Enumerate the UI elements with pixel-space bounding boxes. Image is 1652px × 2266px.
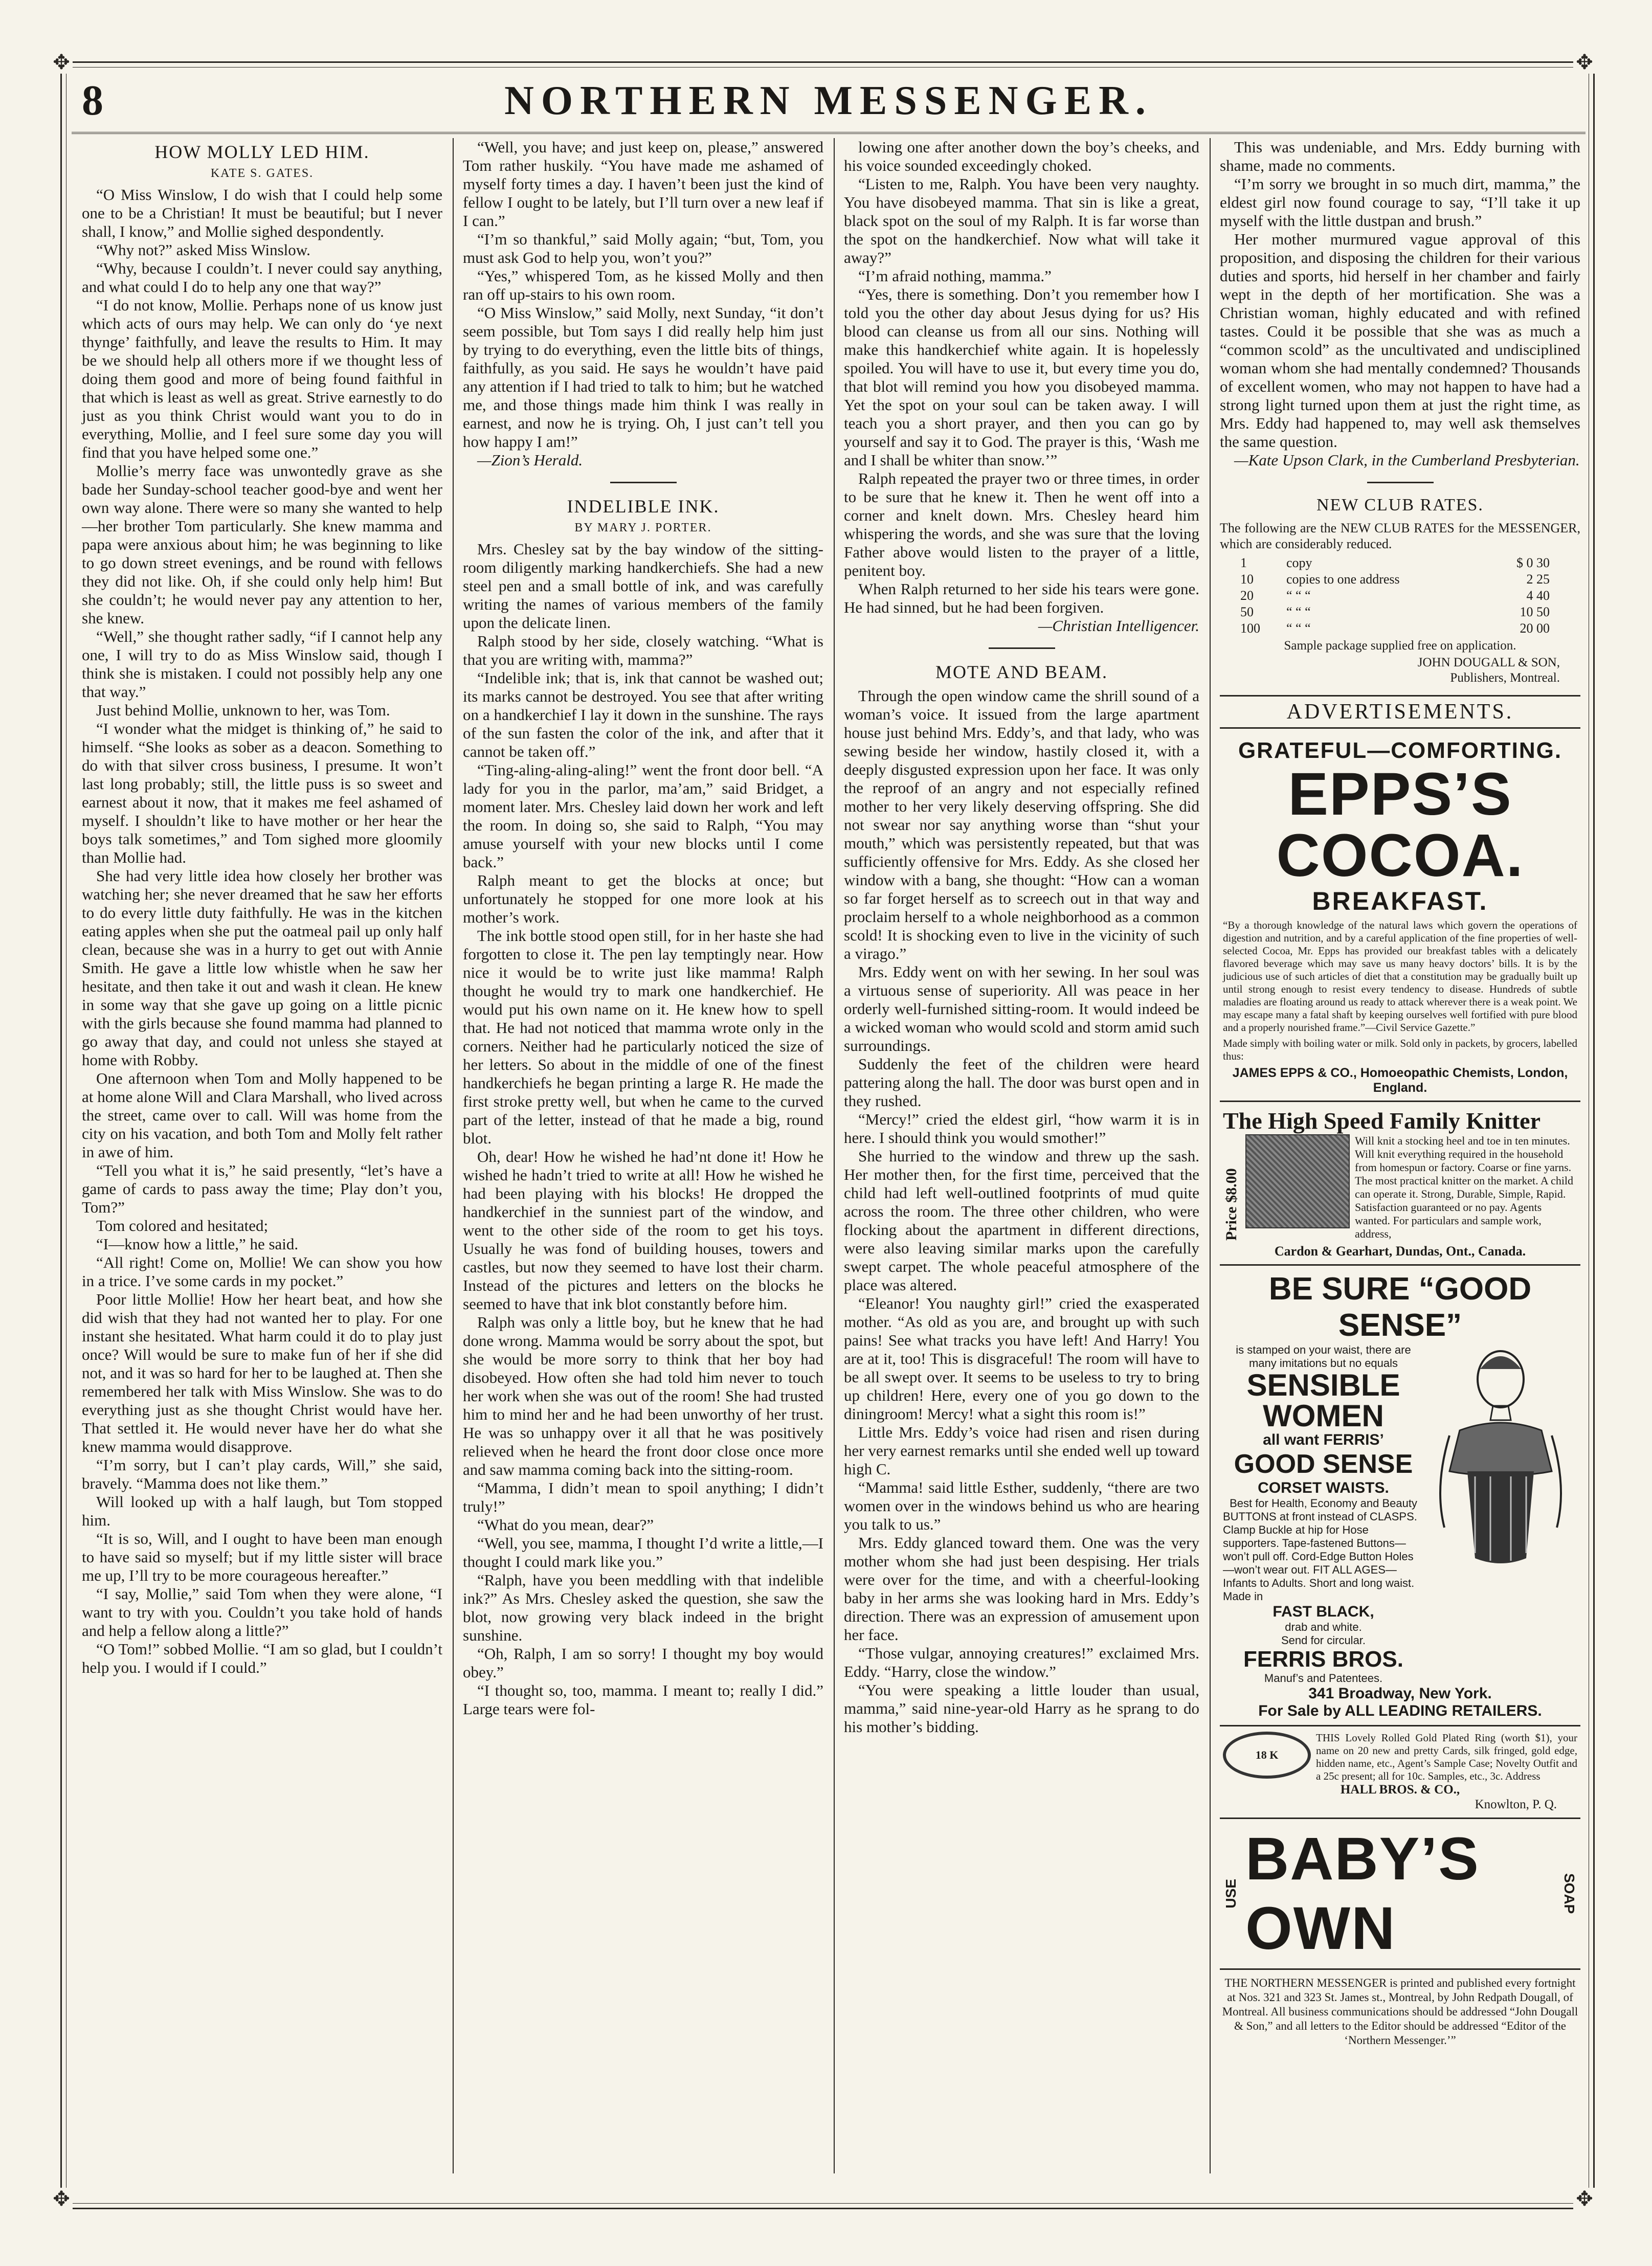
paragraph: Ralph was only a little boy, but he knew that he had done wrong. Mamma would be sorry about the spot, but she would be more sorry to think that her boy had disobeyed. How often she had told him never to touch her work when she was out of the room! She had trusted him to mind her and he had been unworthy of her trust. He was so unhappy over it all that he was positively relieved when he heard the front door close once more and saw mamma coming back into the sitting-room. (463, 1313, 823, 1478)
article-body (463, 540, 823, 1718)
rate-row (1220, 620, 1580, 637)
ornament-corner-bottom-left: ✥ (50, 2188, 73, 2210)
rate-price: 20 00 (1520, 621, 1550, 636)
article-continuation (463, 138, 823, 451)
column-4 (1215, 138, 1586, 2173)
article-separator (610, 482, 677, 483)
ring-firm: HALL BROS. & CO., (1340, 1783, 1460, 1797)
paragraph: “Yes, there is something. Don’t you remember how I told you the other day about Jesus dying for us? His blood can cleanse us from all our sins. Nothing will make this handkerchief white again. It is hopelessly spoiled. You will have to use it, but every time you do, that blot will remind you how you disobeyed mamma. Yet the spot on your soul can be taken away. I will teach you a short prayer, and then you can go by yourself and say it to God. The prayer is this, ‘Wash me and I shall be whiter than snow.’” (844, 285, 1199, 469)
goodsense-circular: Send for circular. (1281, 1634, 1366, 1647)
ornament-corner-bottom-right: ✥ (1573, 2188, 1596, 2210)
rate-description: “ “ “ (1286, 621, 1311, 636)
paragraph: The ink bottle stood open still, for in her haste she had forgotten to close it. The pen lay temptingly near. How nice it would be to write just like mamma! Ralph thought he would try to mark one handkerchief. He would put his own name on it. He knew how to spell that. He had not noticed that mamma wrote only in the corners. Neither had he particularly noticed the size of her letters. So about in the middle of one of the finest handkerchiefs he began printing a large R. He made the first stroke pretty well, but when he came to the curved part of the letter, instead of that he made a big, round blot. (463, 927, 823, 1147)
article-attribution: —Kate Upson Clark, in the Cumberland Presbyterian. (1234, 451, 1580, 469)
publisher-name: JOHN DOUGALL & SON, (1417, 656, 1560, 669)
paragraph: “Mamma! said little Esther, suddenly, “there are two women over in the windows behind us who are hearing you talk to us.” (844, 1478, 1199, 1533)
paragraph: “Listen to me, Ralph. You have been very naughty. You have disobeyed mamma. That sin is like a great, black spot on the soul of my Ralph. It is far worse than the spot on the handkerchief. Now what will take it away?” (844, 175, 1199, 266)
article-byline: KATE S. GATES. (210, 167, 314, 180)
advertisements-heading: ADVERTISEMENTS. (1220, 695, 1580, 729)
goodsense-headline: BE SURE “GOOD SENSE” (1268, 1271, 1532, 1343)
paragraph: Mrs. Chesley sat by the bay window of the sitting-room diligently marking handkerchiefs. She had a new steel pen and a small bottle of ink, and was carefully writing the names of various members of the family upon the delicate linen. (463, 540, 823, 632)
rate-price: $ 0 30 (1516, 555, 1550, 570)
paragraph: “Well, you have; and just keep on, please,” answered Tom rather huskily. “You have made me ashamed of myself forty times a day. I haven’t been just the kind of fellow I ought to be lately, but I’ll turn over a new leaf if I can.” (463, 138, 823, 230)
rate-row (1220, 604, 1580, 620)
goodsense-maker: FERRIS BROS. (1243, 1647, 1403, 1672)
paragraph: Suddenly the feet of the children were heard pattering along the hall. The door was burst open and in they rushed. (844, 1055, 1199, 1110)
ornament-corner-top-right: ✥ (1573, 51, 1596, 74)
paragraph: “Mercy!” cried the eldest girl, “how warm it is in here. I should think you would smother!” (844, 1110, 1199, 1147)
club-rates-intro: The following are the NEW CLUB RATES for the MESSENGER, which are considerably reduced. (1220, 521, 1580, 551)
paragraph: “Ting-aling-aling-aling!” went the front door bell. “A lady for you in the parlor, ma’am,” said Bridget, a moment later. Mrs. Chesley laid down her work and left the room. In doing so, she said to Ralph, “You may amuse yourself with your new blocks until I come back.” (463, 761, 823, 871)
paragraph: Little Mrs. Eddy’s voice had risen and risen during her very earnest remarks until she ended well up toward high C. (844, 1423, 1199, 1478)
paragraph: This was undeniable, and Mrs. Eddy burning with shame, made no comments. (1220, 138, 1580, 174)
paragraph: “Those vulgar, annoying creatures!” exclaimed Mrs. Eddy. “Harry, close the window.” (844, 1644, 1199, 1680)
rate-quantity: 10 (1240, 572, 1254, 587)
publisher-place: Publishers, Montreal. (1450, 671, 1560, 685)
ad-epps-cocoa (1220, 733, 1580, 1102)
epps-kicker: GRATEFUL—COMFORTING. (1238, 738, 1562, 763)
rate-quantity: 20 (1240, 588, 1254, 603)
publication-imprint: THE NORTHERN MESSENGER is printed and published every fortnight at Nos. 321 and 323 St. James st., Montreal, by John Redpath Dougall, of Montreal. All business communications should be addressed “John Dougall & Son,” and all letters to the Editor should be addressed “Editor of the ‘Northern Messenger.’” (1222, 1977, 1578, 2047)
paragraph: When Ralph returned to her side his tears were gone. He had sinned, but he had been forgiven. (844, 580, 1199, 616)
paragraph: “Ralph, have you been meddling with that indelible ink?” As Mrs. Chesley asked the question, she saw the blot, now growing very black indeed in the bright sunshine. (463, 1571, 823, 1644)
goodsense-line: SENSIBLE (1246, 1368, 1400, 1402)
paragraph: “Well,” she thought rather sadly, “if I cannot help any one, I will try to do as Miss Winslow said, though I think she is mistaken. I could not possibly help any one that way.” (82, 627, 442, 701)
goodsense-sale: For Sale by ALL LEADING RETAILERS. (1258, 1702, 1542, 1719)
goodsense-line: WOMEN (1263, 1399, 1384, 1433)
paragraph: “Why, because I couldn’t. I never could say anything, and what could I do to help any one that way?” (82, 259, 442, 296)
article-separator (1367, 482, 1434, 483)
column-1 (77, 138, 448, 2173)
ring-mark: 18 K (1255, 1748, 1279, 1761)
ring-place: Knowlton, P. Q. (1475, 1798, 1557, 1811)
knitter-firm: Cardon & Gearhart, Dundas, Ont., Canada. (1274, 1244, 1526, 1259)
column-divider (453, 138, 454, 2173)
rate-row (1220, 588, 1580, 604)
paragraph: “It is so, Will, and I ought to have been man enough to have said so myself; but if my little sister will brace me up, I’ll try to be more courageous hereafter.” (82, 1530, 442, 1584)
ad-good-sense-corset (1220, 1266, 1580, 1726)
paragraph: Ralph stood by her side, closely watching. “What is that you are writing with, mamma?” (463, 632, 823, 668)
header-rule (72, 132, 1586, 134)
article-body (844, 687, 1199, 1736)
goodsense-line: Best for Health, Economy and Beauty (1230, 1497, 1417, 1510)
article-byline: BY MARY J. PORTER. (574, 521, 712, 534)
article-title: MOTE AND BEAM. (935, 662, 1108, 682)
rate-price: 2 25 (1526, 572, 1550, 587)
paragraph: “I’m sorry we brought in so much dirt, mamma,” the eldest girl now found courage to say, “I’ll take it up myself with the little dustpan and brush.” (1220, 175, 1580, 230)
paragraph: “I—know how a little,” he said. (96, 1235, 299, 1253)
epps-headline: EPPS’S COCOA. (1276, 760, 1524, 889)
goodsense-stamp-note: is stamped on your waist, there are many imitations but no equals (1236, 1343, 1411, 1370)
goodsense-features: BUTTONS at front instead of CLASPS. Clamp Buckle at hip for Hose supporters. Tape-fastened Buttons—won’t pull off. Cord-Edge Button Holes—won’t wear out. FIT ALL AGES—Infants to Adults. Short and long waist. Made in (1223, 1510, 1417, 1603)
paragraph: Will looked up with a half laugh, but Tom stopped him. (82, 1493, 442, 1529)
paragraph: Poor little Mollie! How her heart beat, and how she did wish that they had not wanted her to play. For one instant she hesitated. What harm could it do to play just once? Will would be sure to make fun of her if she did not, and it was so hard for her to be laughed at. Then she remembered her talk with Miss Winslow. She was to do everything just as she thought Christ would have her. That settled it. He would never have her do what she knew mamma would disapprove. (82, 1290, 442, 1455)
woman-in-corset-illustration (1424, 1343, 1577, 1609)
article-title: INDELIBLE INK. (567, 496, 720, 517)
ornament-corner-top-left: ✥ (50, 51, 73, 74)
paragraph: “O Miss Winslow,” said Molly, next Sunday, “it don’t seem possible, but Tom says I did really help him just by trying to do everything, even the little bits of things, faithfully, as you said. He says he wouldn’t have paid any attention if I had tried to talk to him; but he watched me, and those things made him think I was really in earnest, and now he is trying. Oh, I just can’t tell you how happy I am!” (463, 304, 823, 451)
paragraph: “Yes,” whispered Tom, as he kissed Molly and then ran off up-stairs to his own room. (463, 267, 823, 303)
goodsense-line: GOOD SENSE (1234, 1449, 1413, 1479)
paragraph: Oh, dear! How he wished he had’nt done it! How he wished he hadn’t tried to write at all! How he wished he had been playing with his blocks! He dropped the handkerchief in the sunniest part of the window, and went to the other side of the room to get his toys. Usually he was fond of building houses, towers and castles, but now they seemed to have lost their charm. Instead of the pictures and letters on the blocks he seemed to have that ink blot constantly before him. (463, 1148, 823, 1313)
paragraph: “I’m sorry, but I can’t play cards, Will,” she said, bravely. “Mamma does not like them.” (82, 1456, 442, 1492)
paragraph: “I do not know, Mollie. Perhaps none of us know just which acts of ours may help. We can only do ‘ye next thynge’ faithfully, and leave the results to Him. It may be we should help all others more if we thought less of doing them good and more of being found faithful in that which is least as well as great. Strive earnestly to do just as you think Christ would want you to do in everything, Mollie, and I feel sure some day you will find that you have helped some one.” (82, 296, 442, 461)
rate-description: copies to one address (1286, 572, 1400, 587)
knitter-headline: The High Speed Family Knitter (1223, 1108, 1541, 1134)
rate-quantity: 1 (1240, 555, 1247, 570)
rate-quantity: 50 (1240, 604, 1254, 619)
goodsense-colors: FAST BLACK, (1273, 1603, 1374, 1620)
rate-quantity: 100 (1240, 621, 1260, 636)
ad-babys-own-soap (1220, 1819, 1580, 1970)
paragraph: lowing one after another down the boy’s cheeks, and his voice sounded exceedingly choked. (844, 138, 1199, 174)
goodsense-colors-2: drab and white. (1285, 1621, 1362, 1633)
epps-note: Made simply with boiling water or milk. Sold only in packets, by grocers, labelled thus: (1223, 1037, 1577, 1062)
paragraph: She had very little idea how closely her brother was watching her; she never dreamed that he saw her efforts to do every little duty faithfully. He was in the kitchen eating apples when she put the oatmeal pail up only half clean, because she was in a hurry to get out with Annie Smith. He gave a little low whistle when he saw her hesitate, and then take it out and wash it clean. He knew in some way that she gave up going on a little picnic with the girls because she found mamma had planned to go away that day, and could not unless she stayed at home with Robby. (82, 867, 442, 1069)
goodsense-line: CORSET WAISTS. (1258, 1479, 1389, 1496)
paragraph: “Eleanor! You naughty girl!” cried the exasperated mother. “As old as you are, and brought up with such pains! See what tracks you have left! And Harry! You are at it, too! This is disgraceful! The room will have to be all swept over. It seems to be useless to try to bring up children! Here, every one of you go down to the diningroom! Mercy! what a sight this room is!” (844, 1294, 1199, 1423)
paragraph: “I wonder what the midget is thinking of,” he said to himself. “She looks as sober as a deacon. Something to do with that silver cross business, I presume. It won’t last long probably; still, the little puss is so sweet and earnest about it now, that it makes me feel ashamed of myself. I shouldn’t like to have mother or her hear the boys talk sometimes,” and Tom sighed more gloomily than Mollie had. (82, 720, 442, 866)
baby-right-text: SOAP (1561, 1873, 1577, 1914)
paragraph: “O Miss Winslow, I do wish that I could help some one to be a Christian! It must be beautiful; but I never shall, I know,” and Mollie sighed despondently. (82, 186, 442, 240)
page-number: 8 (82, 77, 103, 124)
article-attribution: —Zion’s Herald. (477, 451, 583, 469)
paragraph: One afternoon when Tom and Molly happened to be at home alone Will and Clara Marshall, who lived across the street, came over to call. Will was home from the city on his vacation, and both Tom and Molly felt rather in awe of him. (82, 1069, 442, 1161)
baby-headline: BABY’S OWN (1245, 1825, 1480, 1962)
epps-firm: JAMES EPPS & CO., Homoeopathic Chemists, London, England. (1232, 1066, 1568, 1095)
article-separator (989, 647, 1055, 649)
paragraph: Ralph meant to get the blocks at once; but unfortunately he stopped for one more look at his mother’s work. (463, 871, 823, 926)
knitter-price: Price $8.00 (1223, 1168, 1240, 1241)
ring-illustration (1223, 1732, 1311, 1779)
paragraph: Just behind Mollie, unknown to her, was Tom. (96, 701, 390, 719)
column-divider (834, 138, 835, 2173)
paragraph: “O Tom!” sobbed Mollie. “I am so glad, but I couldn’t help you. I would if I could.” (82, 1640, 442, 1676)
epps-body: “By a thorough knowledge of the natural laws which govern the operations of digestion and nutrition, and by a careful application of the fine properties of well-selected Cocoa, Mr. Epps has provided our breakfast tables with a delicately flavored beverage which may save us many heavy doctors’ bills. It is by the judicious use of such articles of diet that a constitution may be gradually built up until strong enough to resist every tendency to disease. Hundreds of subtle maladies are floating around us ready to attack wherever there is a weak point. We may escape many a fatal shaft by keeping ourselves well fortified with pure blood and a properly nourished frame.”—Civil Service Gazette.” (1223, 919, 1577, 1034)
epps-subhead: BREAKFAST. (1312, 887, 1488, 915)
paragraph: Mrs. Eddy glanced toward them. One was the very mother whom she had just been despising. Her trials were over for the time, and with a cheerful-looking baby in her arms she was looking hard in Mrs. Eddy’s direction. There was an expression of amusement upon her face. (844, 1534, 1199, 1644)
paragraph: “What do you mean, dear?” (477, 1516, 654, 1534)
goodsense-line: all want FERRIS’ (1263, 1431, 1384, 1448)
club-rates-table (1220, 555, 1580, 637)
paragraph: “I’m so thankful,” said Molly again; “but, Tom, you must ask God to help you, won’t you?” (463, 230, 823, 266)
paragraph: Through the open window came the shrill sound of a woman’s voice. It issued from the large apartment house just behind Mrs. Eddy’s, and that lady, who was sewing beside her window, hastily closed it, with a deeply disgusted expression upon her face. It was only the reproof of an angry and not especially refined mother to her very likely deserving offspring. She did not swear nor say anything worse than “shut your mouth,” which was persistently repeated, but that was sufficiently offensive for Mrs. Eddy. As she closed her window with a bang, she thought: “How can a woman so far forget herself as to screech out in that way and proclaim herself to a whole neighborhood as a common scold! It is shocking even to live in the vicinity of such a virago.” (844, 687, 1199, 962)
ad-family-knitter (1220, 1102, 1580, 1266)
club-rates-box (1220, 496, 1580, 686)
goodsense-maker-note: Manuf’s and Patentees. (1264, 1672, 1383, 1685)
paragraph: “Oh, Ralph, I am so sorry! I thought my boy would obey.” (463, 1645, 823, 1681)
paragraph: “Tell you what it is,” he said presently, “let’s have a game of cards to pass away the time; Play don’t you, Tom?” (82, 1161, 442, 1216)
paragraph: Tom colored and hesitated; (96, 1217, 269, 1235)
page-header (66, 72, 1591, 128)
paragraph: “All right! Come on, Mollie! We can show you how in a trice. I’ve some cards in my pocket.” (82, 1253, 442, 1290)
goodsense-address: 341 Broadway, New York. (1308, 1685, 1492, 1702)
sample-note: Sample package supplied free on application. (1284, 639, 1516, 653)
rate-description: copy (1286, 555, 1312, 570)
paragraph: “I say, Mollie,” said Tom when they were alone, “I want to try with you. Couldn’t you take hold of hands and help a fellow along a little?” (82, 1585, 442, 1640)
paragraph: “Indelible ink; that is, ink that cannot be washed out; its marks cannot be destroyed. You see that after writing on a handkerchief I lay it down in the sunshine. The rays of the sun fasten the color of the ink, and after that it cannot be taken off.” (463, 669, 823, 760)
paragraph: Mollie’s merry face was unwontedly grave as she bade her Sunday-school teacher good-bye and went her own way alone. There were so many she wanted to help—her brother Tom particularly. She knew mamma and papa were anxious about him; he was beginning to like to go down street evenings, and be round with fellows they did not like. Oh, if she could only help him! But she couldn’t; he would never pay any attention to her, she knew. (82, 462, 442, 627)
paragraph: Mrs. Eddy went on with her sewing. In her soul was a virtuous sense of superiority. All was peace in her orderly well-furnished sitting-room. It would indeed be a wicked woman who would scold and storm amid such surroundings. (844, 963, 1199, 1055)
article-body (82, 186, 442, 1677)
column-divider (1210, 138, 1211, 2173)
rate-price: 10 50 (1520, 604, 1550, 619)
paragraph: Her mother murmured vague approval of this proposition, and disposing the children for their various duties and sports, hid herself in her chamber and fairly wept in the depth of her mortification. She was a Christian woman, highly educated and with refined tastes. Could it be possible that she was as much a “common scold” as the uncultivated and undisciplined woman whom she had mentally condemned? Thousands of excellent women, who may not happen to have had a strong light turned upon them at just the right time, as Mrs. Eddy had happened to, may well ask themselves the same question. (1220, 230, 1580, 451)
article-continuation (1220, 138, 1580, 451)
ad-gold-ring (1220, 1726, 1580, 1819)
rate-price: 4 40 (1526, 588, 1550, 603)
paragraph: “You were speaking a little louder than usual, mamma,” said nine-year-old Harry as he sprang to do his mother’s bidding. (844, 1681, 1199, 1736)
paragraph: “Well, you see, mamma, I thought I’d write a little,—I thought I could mark like you.” (463, 1534, 823, 1571)
baby-left-text: USE (1223, 1879, 1239, 1909)
paragraph: She hurried to the window and threw up the sash. Her mother then, for the first time, perceived that the child had left well-outlined footprints of mud quite across the room. The three other children, who were flocking about the apartment in different directions, were also leaving similar marks upon the carefully swept carpet. The whole peaceful atmosphere of the place was altered. (844, 1147, 1199, 1294)
club-rates-title: NEW CLUB RATES. (1316, 496, 1484, 514)
article-title: HOW MOLLY LED HIM. (154, 142, 370, 162)
article-attribution: —Christian Intelligencer. (1038, 617, 1199, 635)
paragraph: “I’m afraid nothing, mamma.” (858, 267, 1052, 285)
rate-description: “ “ “ (1286, 604, 1311, 619)
paragraph: “Why not?” asked Miss Winslow. (96, 241, 310, 259)
ring-body: THIS Lovely Rolled Gold Plated Ring (worth $1), your name on 20 new and pretty Cards, silk fringed, gold edge, hidden name, etc., Agent’s Sample Case; Novelty Outfit and a 25c present; all for 10c. Samples, etc., 3c. Address (1316, 1732, 1577, 1782)
rate-row (1220, 571, 1580, 588)
masthead-title: NORTHERN MESSENGER. (504, 78, 1153, 123)
column-2 (458, 138, 829, 2173)
column-3 (839, 138, 1204, 2173)
knitting-machine-illustration (1245, 1134, 1350, 1228)
rate-description: “ “ “ (1286, 588, 1311, 603)
rate-row (1220, 555, 1580, 571)
paragraph: “Mamma, I didn’t mean to spoil anything; I didn’t truly!” (463, 1479, 823, 1515)
paragraph: “I thought so, too, mamma. I meant to; really I did.” Large tears were fol- (463, 1681, 823, 1718)
article-continuation (844, 138, 1199, 617)
paragraph: Ralph repeated the prayer two or three times, in order to be sure that he knew it. Then he went off into a corner and knelt down. Mrs. Chesley heard him whispering the words, and she was sure that the loving Father above would listen to the prayer of a little, penitent boy. (844, 469, 1199, 579)
knitter-body: Will knit a stocking heel and toe in ten minutes. Will knit everything required in the household from homespun or factory. Coarse or fine yarns. The most practical knitter on the market. A child can operate it. Strong, Durable, Simple, Rapid. Satisfaction guaranteed or no pay. Agents wanted. For particulars and sample work, address, (1355, 1134, 1574, 1240)
